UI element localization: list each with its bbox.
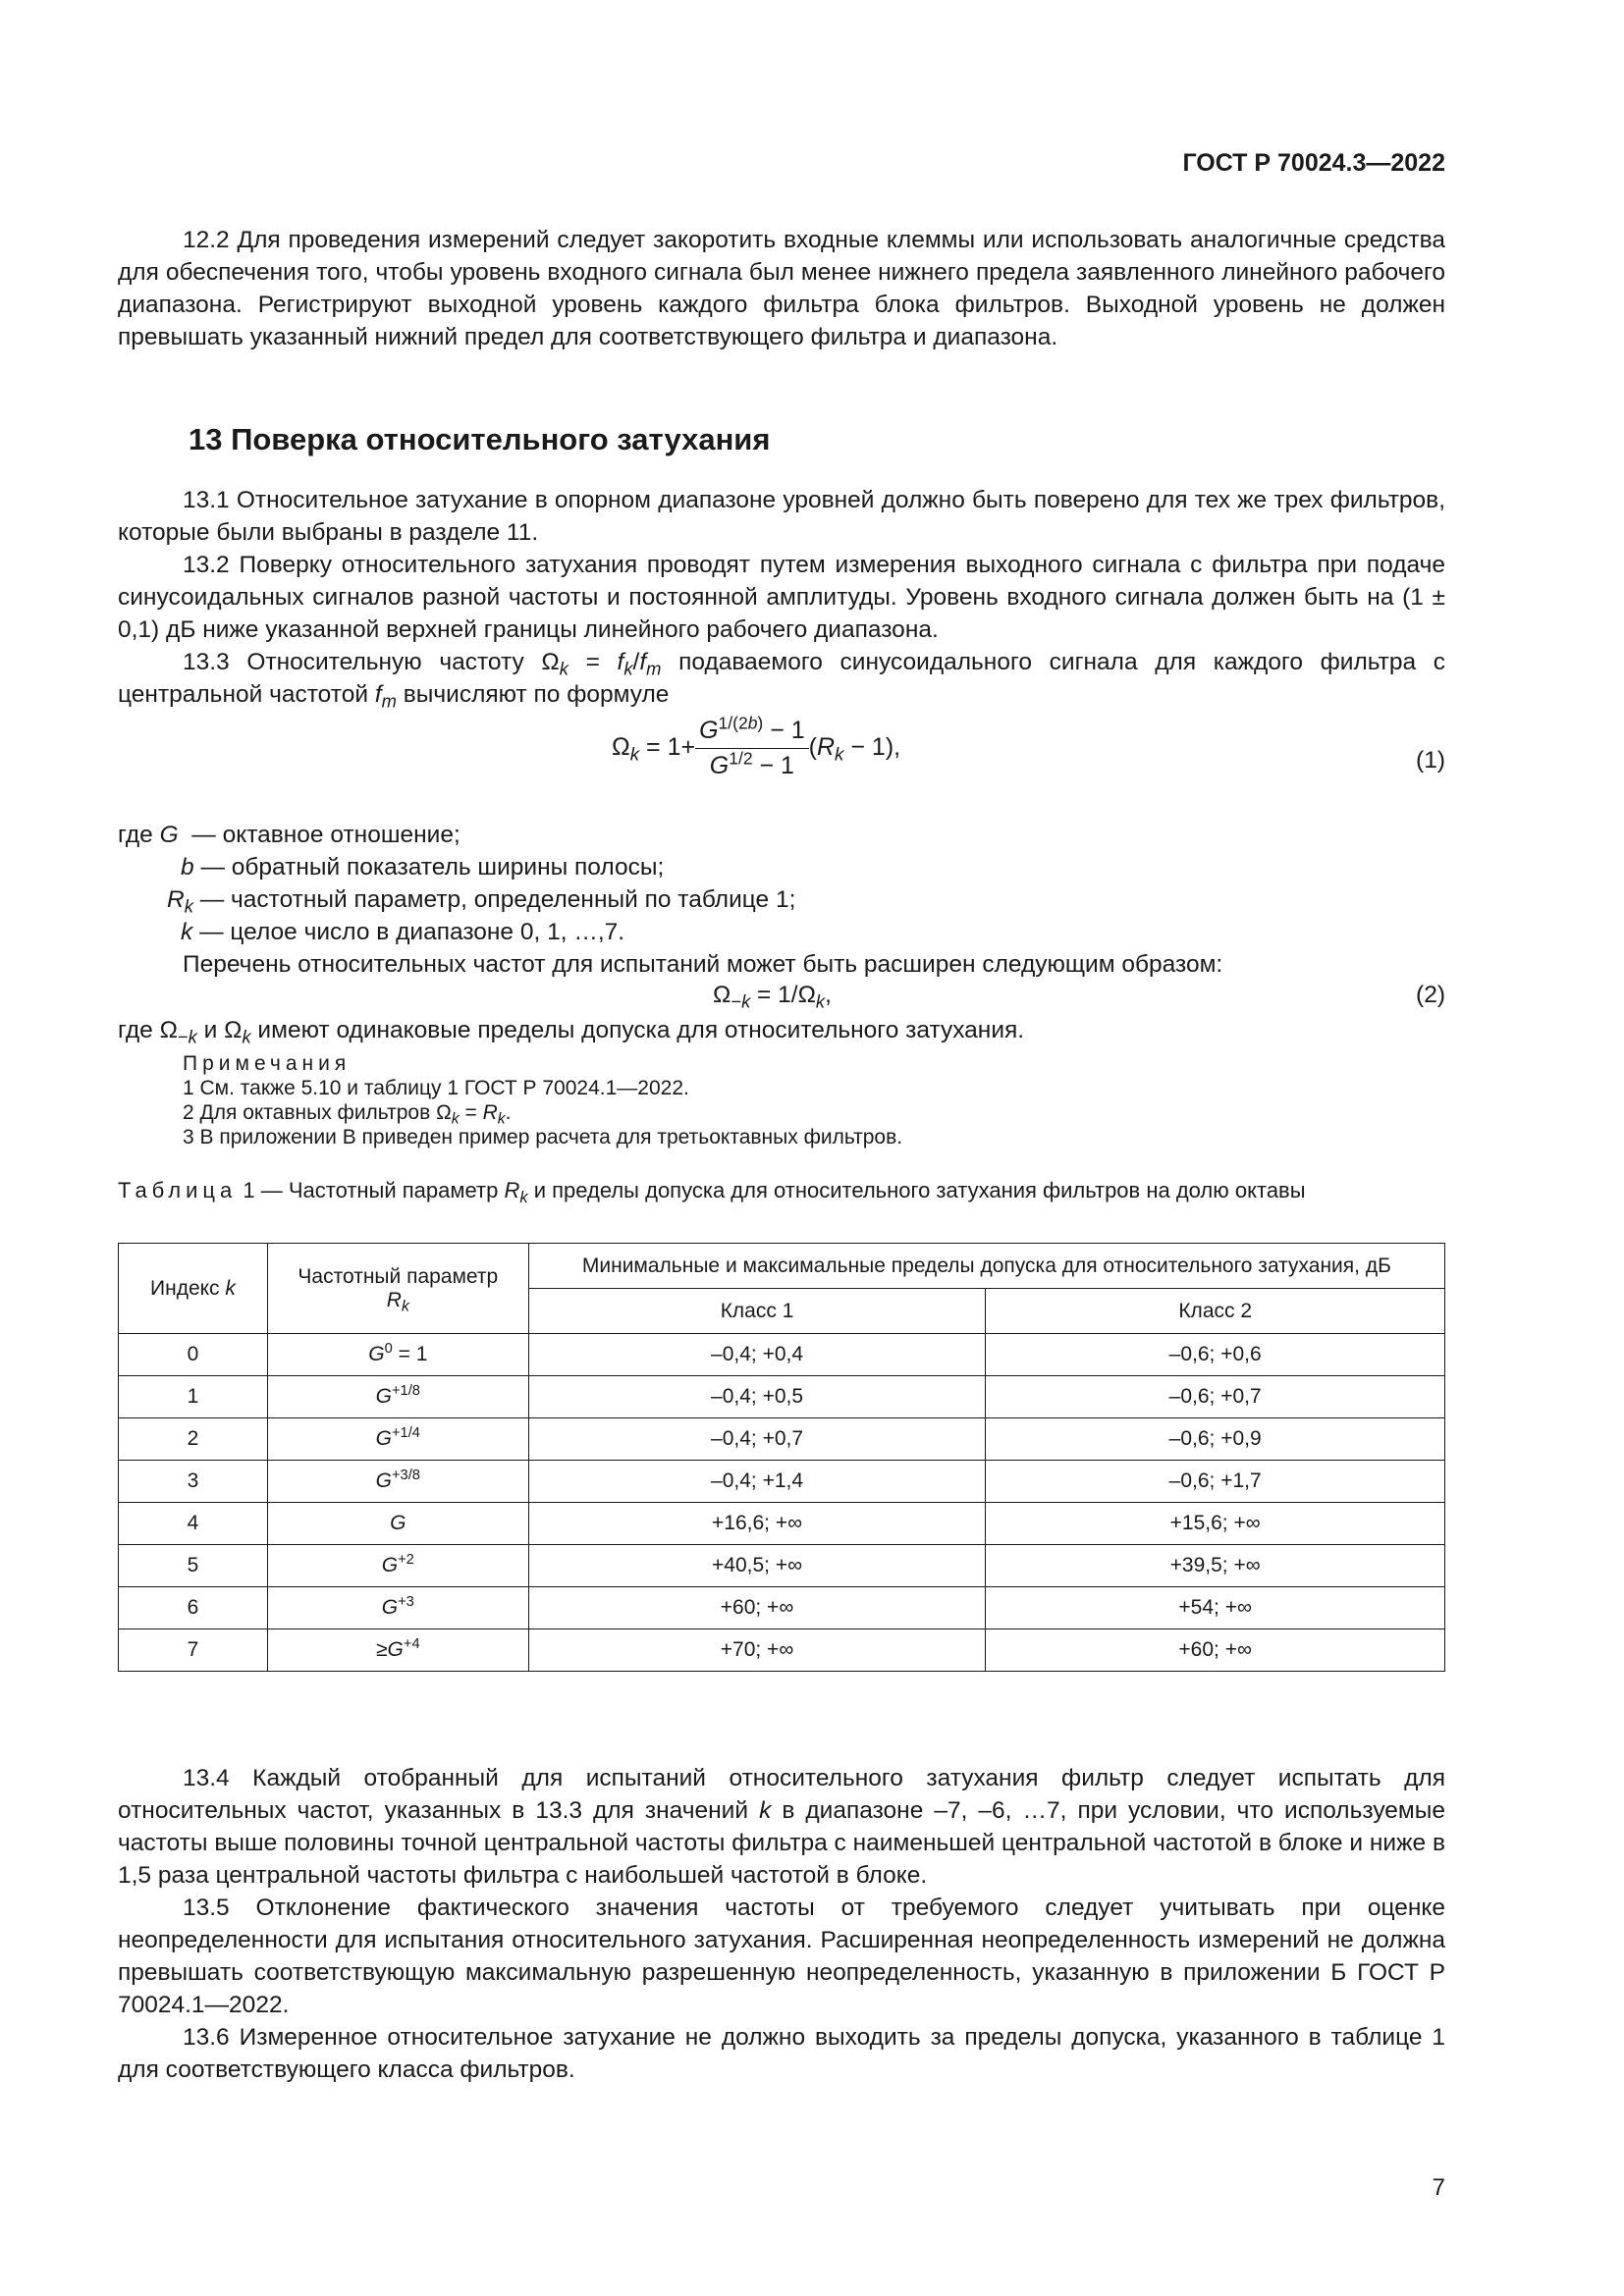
where-item-k: k — целое число в диапазоне 0, 1, …,7. (181, 919, 625, 945)
cell-class-2: +39,5; +∞ (986, 1545, 1445, 1587)
cell-param: $\ge G^{+4}$ (267, 1629, 528, 1672)
cell-index: 7 (119, 1629, 268, 1672)
paragraph-13-6: 13.6 Измеренное относительное затухание не должно выходить за пределы допуска, указанного в таблице 1 для соответствующего класса фильтров. (118, 2024, 1445, 2083)
cell-param: $G^{+3}$ (267, 1587, 528, 1629)
cell-class-1: –0,4; +0,7 (528, 1418, 986, 1461)
cell-class-2: –0,6; +0,9 (986, 1418, 1445, 1461)
table-row (119, 1334, 1445, 1376)
formula-1-expression: $\Omega_k = 1+$ $\frac{G^{1/(2b)} - 1}{G^{1/2} - 1}$ $(R_k - 1)$, (612, 713, 901, 779)
where-item-G: где G — октавное отношение; (118, 822, 460, 848)
cell-index: 3 (119, 1461, 268, 1503)
cell-index: 2 (119, 1418, 268, 1461)
cell-class-1: +70; +∞ (528, 1629, 986, 1672)
cell-class-1: +40,5; +∞ (528, 1545, 986, 1587)
cell-param: $G^{+1/4}$ (267, 1418, 528, 1461)
notes-block (183, 1051, 1445, 1149)
note-3: 3 В приложении В приведен пример расчета для третьоктавных фильтров. (183, 1126, 903, 1148)
header-class-2: Класс 2 (986, 1289, 1445, 1334)
paragraph-extend: Перечень относительных частот для испытаний может быть расширен следующим образом: (183, 951, 1223, 978)
table-row (119, 1587, 1445, 1629)
formula-1-number: (1) (1416, 747, 1445, 774)
cell-class-1: –0,4; +1,4 (528, 1461, 986, 1503)
cell-class-1: –0,4; +0,5 (528, 1376, 986, 1418)
cell-index: 4 (119, 1503, 268, 1545)
formula-2-number: (2) (1416, 982, 1445, 1008)
cell-class-1: –0,4; +0,4 (528, 1334, 986, 1376)
cell-index: 5 (119, 1545, 268, 1587)
standard-header: ГОСТ Р 70024.3—2022 (1182, 149, 1445, 177)
cell-class-2: +60; +∞ (986, 1629, 1445, 1672)
cell-class-1: +16,6; +∞ (528, 1503, 986, 1545)
table-row (119, 1503, 1445, 1545)
cell-class-2: –0,6; +0,7 (986, 1376, 1445, 1418)
cell-class-2: –0,6; +1,7 (986, 1461, 1445, 1503)
paragraph-13-1: 13.1 Относительное затухание в опорном диапазоне уровней должно быть поверено для тех же трех фильтров, которые были выбраны в разделе 11. (118, 487, 1445, 546)
cell-index: 0 (119, 1334, 268, 1376)
cell-param: G (267, 1503, 528, 1545)
table-1 (118, 1243, 1445, 1672)
note-2: 2 Для октавных фильтров $\Omega_k = R_k$. (183, 1101, 512, 1128)
formula-2-expression: $\Omega_{-k} = 1/\Omega_k$, (713, 982, 832, 1012)
cell-param: $G^{+3/8}$ (267, 1461, 528, 1503)
cell-index: 1 (119, 1376, 268, 1418)
cell-param: $G^{+2}$ (267, 1545, 528, 1587)
table-header-row-1 (119, 1244, 1445, 1289)
notes-title: Примечания (183, 1052, 352, 1075)
header-index: Индекс k (119, 1244, 268, 1334)
cell-param: $G^{+1/8}$ (267, 1376, 528, 1418)
where-item-Rk: $R_k$ — частотный параметр, определенный по таблице 1; (167, 886, 796, 917)
paragraph-13-4: 13.4 Каждый отобранный для испытаний относительного затухания фильтр следует испытать для относительных частот, указанных в 13.3 для значений k в диапазоне –7, –6, …7, при условии, что используемые частоты выше половины точной центральной частоты фильтра с наименьшей центральной частотой в блоке и ниже в 1,5 раза центральной частоты фильтра с наибольшей частотой в блоке. (118, 1765, 1446, 1889)
section-13-heading: 13 Поверка относительного затухания (189, 422, 771, 456)
page-number: 7 (1432, 2174, 1445, 2201)
formula-1 (118, 713, 1445, 811)
note-1: 1 См. также 5.10 и таблицу 1 ГОСТ Р 70024.1—2022. (183, 1077, 689, 1099)
paragraph-13-2: 13.2 Поверку относительного затухания проводят путем измерения выходного сигнала с фильтра при подаче синусоидальных сигналов разной частоты и постоянной амплитуды. Уровень входного сигнала должен быть на (1 ± 0,1) дБ ниже указанной верхней границы линейного рабочего диапазона. (118, 552, 1445, 643)
paragraph-where-2: где $\Omega_{-k}$ и $\Omega_k$ имеют одинаковые пределы допуска для относительного затухания. (118, 1017, 1025, 1047)
cell-param: $G^0 = 1$ (267, 1334, 528, 1376)
table-row (119, 1545, 1445, 1587)
table-row (119, 1376, 1445, 1418)
table-row (119, 1461, 1445, 1503)
table-row (119, 1418, 1445, 1461)
where-list (118, 819, 1445, 948)
header-param: Частотный параметр $R_k$ (267, 1244, 528, 1334)
table-row (119, 1629, 1445, 1672)
cell-index: 6 (119, 1587, 268, 1629)
cell-class-2: +54; +∞ (986, 1587, 1445, 1629)
cell-class-2: –0,6; +0,6 (986, 1334, 1445, 1376)
header-class-1: Класс 1 (528, 1289, 986, 1334)
paragraph-13-5: 13.5 Отклонение фактического значения частоты от требуемого следует учитывать при оценке неопределенности для испытания относительного затухания. Расширенная неопределенность измерений не должна превышать соответствующую максимальную разрешенную неопределенность, указанную в приложении Б ГОСТ Р 70024.1—2022. (118, 1895, 1445, 2018)
header-limits: Минимальные и максимальные пределы допуска для относительного затухания, дБ (528, 1244, 1444, 1289)
paragraph-13-3: 13.3 Относительную частоту $\Omega_k = f_k/f_m$ подаваемого синусоидального сигнала для каждого фильтра с центральной частотой $f_m$ вычисляют по формуле (118, 649, 1445, 712)
table-1-caption: Таблица 1 — Частотный параметр $R_k$ и пределы допуска для относительного затухания фильтров на долю октавы (118, 1178, 1306, 1206)
paragraph-12-2: 12.2 Для проведения измерений следует закоротить входные клеммы или использовать аналогичные средства для обеспечения того, чтобы уровень входного сигнала был менее нижнего предела заявленного линейного рабочего диапазона. Регистрируют выходной уровень каждого фильтра блока фильтров. Выходной уровень не должен превышать указанный нижний предел для соответствующего фильтра и диапазона. (118, 227, 1445, 350)
cell-class-1: +60; +∞ (528, 1587, 986, 1629)
cell-class-2: +15,6; +∞ (986, 1503, 1445, 1545)
where-item-b: b — обратный показатель ширины полосы; (181, 854, 665, 881)
